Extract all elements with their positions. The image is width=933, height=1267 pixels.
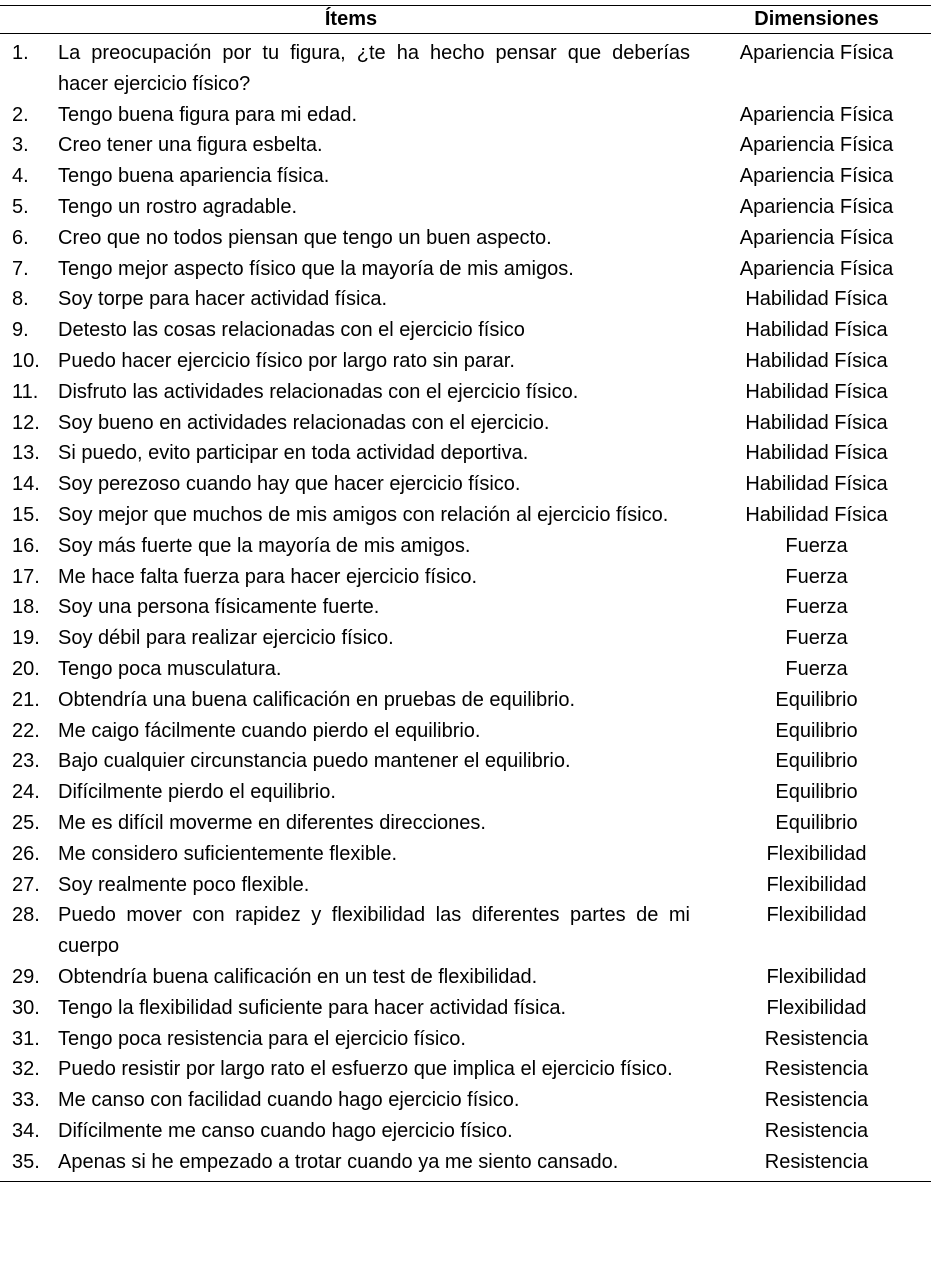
item-dimension: Flexibilidad xyxy=(766,996,867,1019)
table-row xyxy=(0,746,931,777)
item-text: Me canso con facilidad cuando hago ejercicio físico. xyxy=(58,1089,520,1112)
item-dimension: Apariencia Física xyxy=(739,134,894,157)
table-row xyxy=(0,562,931,593)
item-number: 25. xyxy=(12,811,40,834)
item-dimension: Flexibilidad xyxy=(766,904,867,927)
item-text: Me es difícil moverme en diferentes direcciones. xyxy=(58,811,486,834)
table-row xyxy=(0,469,931,500)
item-number: 4. xyxy=(12,165,29,188)
item-number: 8. xyxy=(12,288,29,311)
table-row xyxy=(0,500,931,531)
table-row xyxy=(0,284,931,315)
item-text: Difícilmente pierdo el equilibrio. xyxy=(58,781,336,804)
item-number: 2. xyxy=(12,103,29,126)
table-row xyxy=(0,685,931,716)
item-dimension: Habilidad Física xyxy=(745,319,888,342)
item-number: 17. xyxy=(12,565,40,588)
table-row xyxy=(0,777,931,808)
item-text: La preocupación por tu figura, ¿te ha hecho pensar que deberías hacer ejercicio físico? xyxy=(58,42,690,95)
item-number: 6. xyxy=(12,226,29,249)
item-dimension: Equilibrio xyxy=(775,719,858,742)
item-number: 11. xyxy=(12,380,39,403)
item-dimension: Flexibilidad xyxy=(766,965,867,988)
item-text: Soy perezoso cuando hay que hacer ejercicio físico. xyxy=(58,473,521,496)
item-dimension: Habilidad Física xyxy=(745,473,888,496)
item-dimension: Fuerza xyxy=(785,565,848,588)
item-number: 20. xyxy=(12,657,40,680)
item-number: 21. xyxy=(12,688,40,711)
item-text: Soy débil para realizar ejercicio físico. xyxy=(58,627,394,650)
table-row xyxy=(0,654,931,685)
item-dimension: Habilidad Física xyxy=(745,349,888,372)
item-text: Puedo hacer ejercicio físico por largo rato sin parar. xyxy=(58,349,515,372)
item-text: Bajo cualquier circunstancia puedo mantener el equilibrio. xyxy=(58,750,571,773)
table-row xyxy=(0,900,931,962)
item-number: 28. xyxy=(12,904,40,927)
item-dimension: Resistencia xyxy=(764,1058,869,1081)
item-dimension: Equilibrio xyxy=(775,750,858,773)
item-text: Tengo buena figura para mi edad. xyxy=(58,103,358,126)
item-text: Difícilmente me canso cuando hago ejercicio físico. xyxy=(58,1119,513,1142)
item-number: 26. xyxy=(12,842,40,865)
item-number: 19. xyxy=(12,627,40,650)
item-dimension: Apariencia Física xyxy=(739,103,894,126)
item-dimension: Apariencia Física xyxy=(739,226,894,249)
item-number: 15. xyxy=(12,503,40,526)
item-dimension: Resistencia xyxy=(764,1089,869,1112)
item-text: Tengo buena apariencia física. xyxy=(58,165,330,188)
table-body xyxy=(0,34,931,1181)
table-row xyxy=(0,808,931,839)
item-dimension: Flexibilidad xyxy=(766,842,867,865)
item-dimension: Fuerza xyxy=(785,596,848,619)
item-number: 16. xyxy=(12,534,40,557)
table-row xyxy=(0,377,931,408)
table-row xyxy=(0,870,931,901)
item-text: Detesto las cosas relacionadas con el ejercicio físico xyxy=(58,319,525,342)
item-number: 27. xyxy=(12,873,40,896)
item-text: Tengo poca resistencia para el ejercicio físico. xyxy=(58,1027,466,1050)
table-row xyxy=(0,993,931,1024)
item-text: Soy realmente poco flexible. xyxy=(58,873,310,896)
item-dimension: Equilibrio xyxy=(775,688,858,711)
item-dimension: Fuerza xyxy=(785,627,848,650)
item-text: Obtendría buena calificación en un test de flexibilidad. xyxy=(58,965,538,988)
item-number: 1. xyxy=(12,42,29,64)
item-dimension: Resistencia xyxy=(764,1027,869,1050)
item-text: Me caigo fácilmente cuando pierdo el equilibrio. xyxy=(58,719,481,742)
item-number: 13. xyxy=(12,442,40,465)
item-number: 9. xyxy=(12,319,29,342)
item-number: 10. xyxy=(12,349,40,372)
item-number: 31. xyxy=(12,1027,40,1050)
item-text: Si puedo, evito participar en toda actividad deportiva. xyxy=(58,442,529,465)
table-row xyxy=(0,531,931,562)
table-row xyxy=(0,346,931,377)
item-number: 34. xyxy=(12,1119,40,1142)
table-row xyxy=(0,1116,931,1147)
item-text: Me considero suficientemente flexible. xyxy=(58,842,398,865)
table-row xyxy=(0,38,931,100)
table-header xyxy=(0,6,931,34)
item-dimension: Equilibrio xyxy=(775,781,858,804)
item-text: Creo que no todos piensan que tengo un buen aspecto. xyxy=(58,226,552,249)
table-row xyxy=(0,1054,931,1085)
item-text: Tengo un rostro agradable. xyxy=(58,195,298,218)
items-column-header: Ítems xyxy=(324,8,378,30)
item-number: 24. xyxy=(12,781,40,804)
item-number: 5. xyxy=(12,195,29,218)
item-dimension: Fuerza xyxy=(785,534,848,557)
item-dimension: Apariencia Física xyxy=(739,165,894,188)
item-dimension: Habilidad Física xyxy=(745,503,888,526)
item-text: Soy torpe para hacer actividad física. xyxy=(58,288,388,311)
table-row xyxy=(0,100,931,131)
item-number: 29. xyxy=(12,965,40,988)
item-text: Soy bueno en actividades relacionadas con el ejercicio. xyxy=(58,411,550,434)
item-number: 30. xyxy=(12,996,40,1019)
table-row xyxy=(0,592,931,623)
item-number: 3. xyxy=(12,134,29,157)
table-row xyxy=(0,408,931,439)
item-dimension: Habilidad Física xyxy=(745,411,888,434)
item-text: Soy más fuerte que la mayoría de mis amigos. xyxy=(58,534,471,557)
table-row xyxy=(0,716,931,747)
item-dimension: Habilidad Física xyxy=(745,288,888,311)
item-number: 7. xyxy=(12,257,29,280)
item-text: Puedo resistir por largo rato el esfuerzo que implica el ejercicio físico. xyxy=(58,1058,673,1081)
item-text: Tengo poca musculatura. xyxy=(58,657,282,680)
item-text: Tengo mejor aspecto físico que la mayoría de mis amigos. xyxy=(58,257,574,280)
item-dimension: Habilidad Física xyxy=(745,380,888,403)
table-row xyxy=(0,962,931,993)
table-row xyxy=(0,161,931,192)
table-row xyxy=(0,192,931,223)
item-dimension: Resistencia xyxy=(764,1150,869,1173)
item-text: Puedo mover con rapidez y flexibilidad las diferentes partes de mi cuerpo xyxy=(58,904,690,958)
dimensions-column-header: Dimensiones xyxy=(754,8,879,30)
item-text: Tengo la flexibilidad suficiente para hacer actividad física. xyxy=(58,996,567,1019)
table-row xyxy=(0,839,931,870)
items-table xyxy=(0,5,931,1182)
table-row xyxy=(0,623,931,654)
table-row xyxy=(0,1085,931,1116)
item-dimension: Flexibilidad xyxy=(766,873,867,896)
item-text: Disfruto las actividades relacionadas con el ejercicio físico. xyxy=(58,380,579,403)
table-row xyxy=(0,223,931,254)
item-dimension: Apariencia Física xyxy=(739,195,894,218)
table-row xyxy=(0,130,931,161)
item-number: 33. xyxy=(12,1089,40,1112)
item-text: Obtendría una buena calificación en pruebas de equilibrio. xyxy=(58,688,576,711)
table-row xyxy=(0,254,931,285)
table-row xyxy=(0,315,931,346)
item-number: 23. xyxy=(12,750,40,773)
item-text: Me hace falta fuerza para hacer ejercicio físico. xyxy=(58,565,478,588)
item-dimension: Apariencia Física xyxy=(739,42,894,64)
item-text: Soy mejor que muchos de mis amigos con relación al ejercicio físico. xyxy=(58,503,669,526)
item-number: 22. xyxy=(12,719,40,742)
table-row xyxy=(0,1147,931,1178)
item-dimension: Fuerza xyxy=(785,657,848,680)
item-number: 12. xyxy=(12,411,40,434)
item-number: 18. xyxy=(12,596,40,619)
item-dimension: Apariencia Física xyxy=(739,257,894,280)
item-text: Soy una persona físicamente fuerte. xyxy=(58,596,380,619)
table-row xyxy=(0,438,931,469)
item-dimension: Equilibrio xyxy=(775,811,858,834)
table-row xyxy=(0,1024,931,1055)
item-number: 32. xyxy=(12,1058,40,1081)
item-number: 14. xyxy=(12,473,40,496)
item-text: Apenas si he empezado a trotar cuando ya me siento cansado. xyxy=(58,1150,619,1173)
item-dimension: Resistencia xyxy=(764,1119,869,1142)
item-dimension: Habilidad Física xyxy=(745,442,888,465)
item-text: Creo tener una figura esbelta. xyxy=(58,134,323,157)
item-number: 35. xyxy=(12,1150,40,1173)
